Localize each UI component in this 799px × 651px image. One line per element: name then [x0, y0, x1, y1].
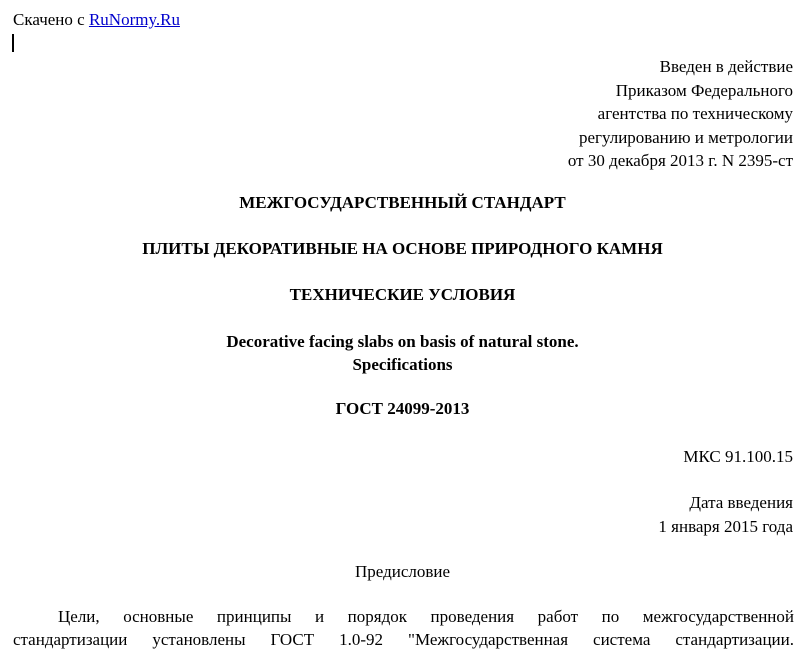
source-link[interactable]: RuNormy.Ru: [88, 10, 180, 29]
paragraph-line: Цели, основные принципы и порядок проведения работ по межгосударственной: [58, 607, 794, 626]
standard-title-heading: ПЛИТЫ ДЕКОРАТИВНЫЕ НА ОСНОВЕ ПРИРОДНОГО КАМНЯ: [142, 239, 663, 258]
approval-line: регулированию и метрологии: [578, 127, 793, 147]
foreword-heading: Предисловие: [354, 562, 451, 581]
source-prefix: Скачено с: [13, 10, 89, 29]
introduction-date-block: [658, 491, 793, 538]
introduction-date-value: 1 января 2015 года: [658, 516, 793, 536]
standard-code: ГОСТ 24099-2013: [335, 399, 470, 418]
source-line: [13, 9, 180, 31]
standard-type-heading: МЕЖГОСУДАРСТВЕННЫЙ СТАНДАРТ: [239, 193, 566, 212]
text-cursor: [12, 34, 14, 52]
approval-line: Введен в действие: [659, 57, 793, 76]
approval-block: [568, 55, 793, 173]
english-title-line: Specifications: [352, 355, 453, 374]
foreword-paragraph: [13, 605, 794, 651]
paragraph-line: стандартизации установлены ГОСТ 1.0-92 "Межгосударственная система стандартизации.: [13, 630, 794, 649]
approval-line: от 30 декабря 2013 г. N 2395-ст: [567, 151, 793, 170]
approval-line: Приказом Федерального: [615, 80, 793, 100]
approval-line: агентства по техническому: [597, 104, 793, 123]
standard-subtitle-heading: ТЕХНИЧЕСКИЕ УСЛОВИЯ: [289, 285, 516, 304]
introduction-date-label: Дата введения: [689, 493, 793, 512]
english-title-line: Decorative facing slabs on basis of natural stone.: [226, 332, 579, 351]
english-title: [0, 330, 799, 376]
mks-code: МКС 91.100.15: [683, 447, 793, 466]
